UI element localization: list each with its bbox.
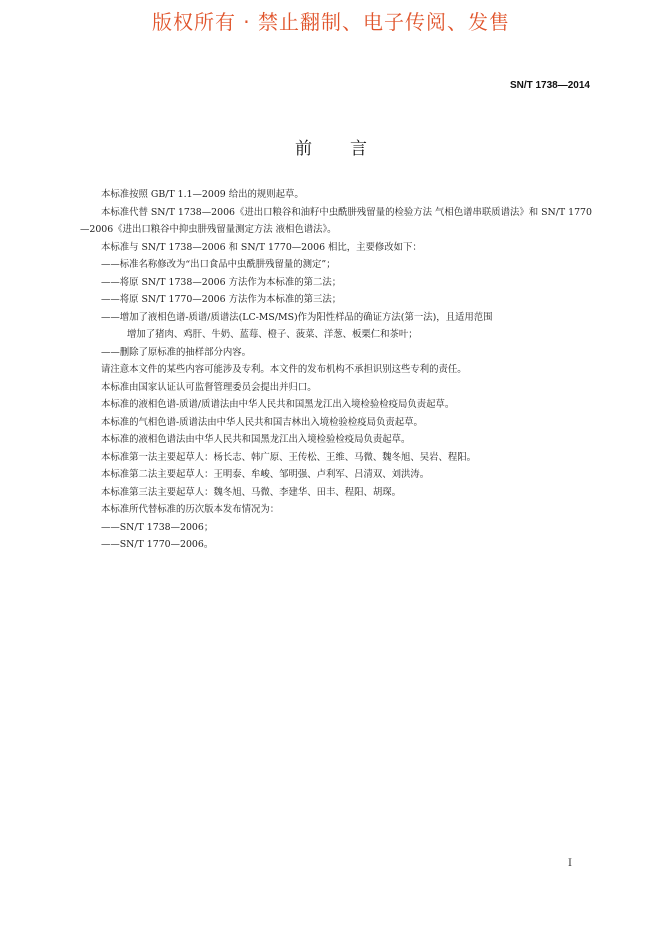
history-item-1: ——SN/T 1738—2006；	[101, 521, 214, 533]
paragraph-changes-intro: 本标准与 SN/T 1738—2006 和 SN/T 1770—2006 相比，主要修改如下：	[101, 241, 422, 253]
paragraph-drafting-rules: 本标准按照 GB/T 1.1—2009 给出的规则起草。	[101, 189, 304, 200]
paragraph-history-intro: 本标准所代替标准的历次版本发布情况为：	[101, 504, 280, 515]
foreword-body	[80, 186, 592, 554]
change-item-1: ——标准名称修改为“出口食品中虫酰肼残留量的测定”；	[101, 259, 336, 270]
change-item-2: ——将原 SN/T 1738—2006 方法作为本标准的第二法；	[101, 276, 342, 288]
paragraph-proposed-by: 本标准由国家认证认可监督管理委员会提出并归口。	[101, 381, 317, 393]
copyright-banner: 版权所有 · 禁止翻制、电子传阅、发售	[151, 10, 511, 34]
paragraph-authors-method-1: 本标准第一法主要起草人：杨长志、韩广原、王传松、王维、马微、魏冬旭、吴岩、程阳。	[101, 451, 477, 463]
paragraph-drafter-gcms: 本标准的气相色谱-质谱法由中华人民共和国吉林出入境检验检疫局负责起草。	[101, 416, 423, 428]
paragraph-authors-method-2: 本标准第二法主要起草人：王明泰、牟峻、邹明强、卢利军、吕清双、刘洪涛。	[101, 469, 430, 480]
standard-code: SN/T 1738—2014	[509, 80, 590, 91]
paragraph-drafter-lcmsms: 本标准的液相色谱-质谱/质谱法由中华人民共和国黑龙江出入境检验检疫局负责起草。	[101, 399, 455, 410]
change-item-3: ——将原 SN/T 1770—2006 方法作为本标准的第三法；	[101, 294, 342, 305]
paragraph-drafter-lc: 本标准的液相色谱法由中华人民共和国黑龙江出入境检验检疫局负责起草。	[101, 434, 411, 445]
paragraph-patent-notice: 请注意本文件的某些内容可能涉及专利。本文件的发布机构不承担识别这些专利的责任。	[101, 364, 467, 375]
change-item-4: ——增加了液相色谱-质谱/质谱法(LC-MS/MS)作为阳性样品的确证方法(第一法)，且适用范围	[101, 311, 493, 323]
paragraph-authors-method-3: 本标准第三法主要起草人：魏冬旭、马微、李建华、田丰、程阳、胡琛。	[101, 486, 402, 498]
change-item-5: ——删除了原标准的抽样部分内容。	[101, 346, 252, 358]
page-number: I	[568, 858, 572, 869]
paragraph-replaces: 本标准代替 SN/T 1738—2006《进出口粮谷和油籽中虫酰肼残留量的检验方法 气相色谱串联质谱法》和 SN/T 1770—2006《进出口粮谷中抑虫肼残留量测定方法 液相色谱法》。	[80, 206, 592, 235]
page-title: 前言	[295, 139, 405, 159]
history-item-2: ——SN/T 1770—2006。	[101, 539, 214, 550]
change-item-4-continued: 增加了猪肉、鸡肝、牛奶、蓝莓、橙子、菠菜、洋葱、板栗仁和茶叶；	[127, 329, 418, 340]
